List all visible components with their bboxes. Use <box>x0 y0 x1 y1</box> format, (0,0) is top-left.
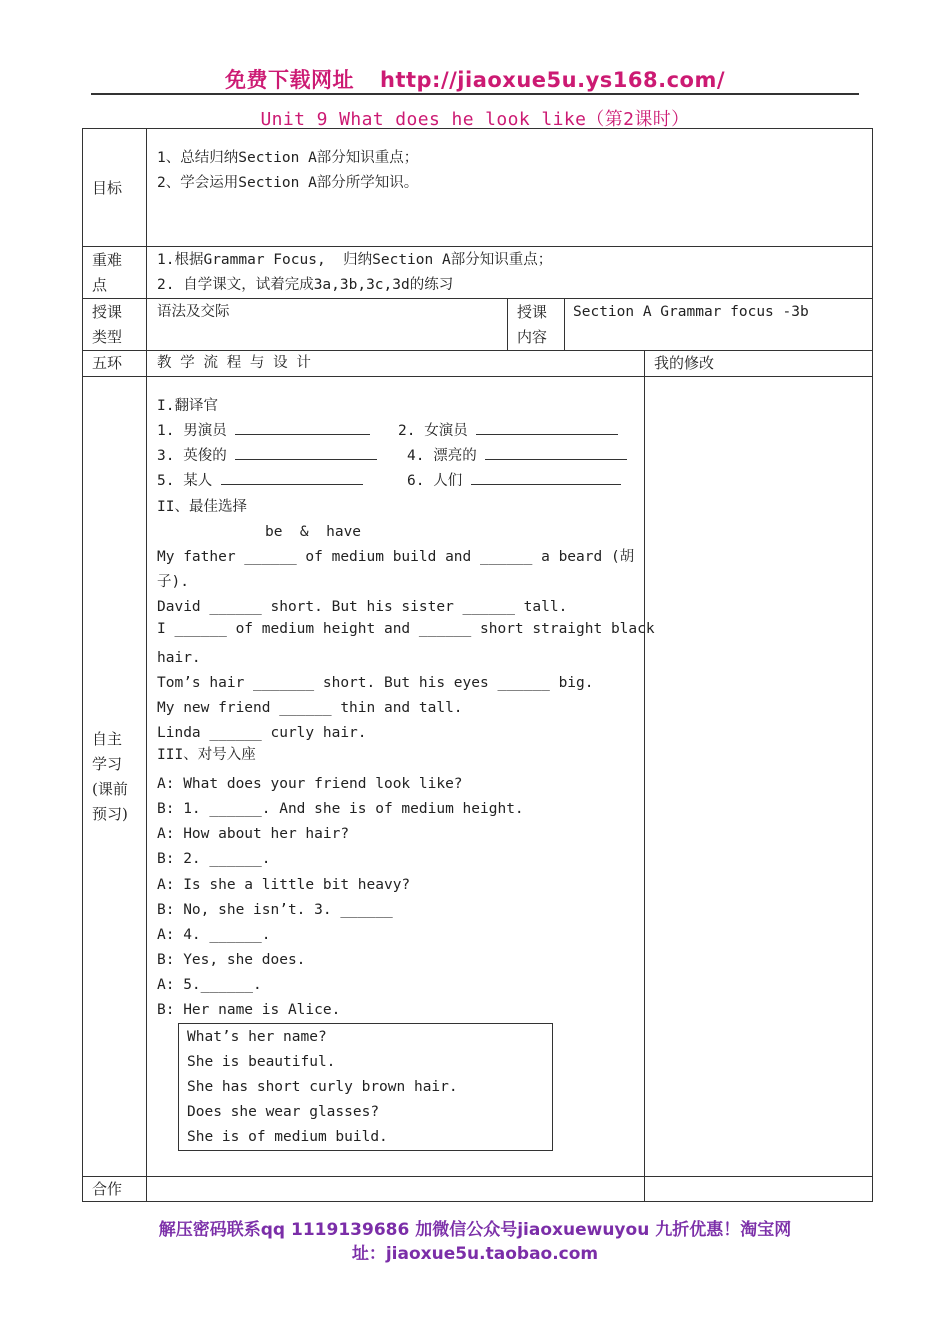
col-divider-content-a <box>507 298 508 350</box>
key-line-1: 1.根据Grammar Focus, 归纳Section A部分知识重点； <box>157 252 553 268</box>
site-label: 免费下载网址 <box>225 68 354 92</box>
choice-line: Linda ______ curly hair. <box>157 725 367 741</box>
row-divider-4 <box>82 376 872 377</box>
choice-line: David ______ short. But his sister ______ tall. <box>157 599 568 615</box>
col-divider-label <box>146 128 147 1201</box>
modify-label: 我的修改 <box>654 354 715 372</box>
answer-blank[interactable] <box>235 445 377 460</box>
vocab-item-2 <box>398 419 618 444</box>
vocab-item-1 <box>157 419 370 444</box>
vocab-item-5 <box>157 469 363 494</box>
dialog-line: B: 2. ______. <box>157 851 271 867</box>
dialog-line: A: 4. ______. <box>157 927 271 943</box>
vocab-item-3 <box>157 444 377 469</box>
footer-line-2[interactable]: 址：jiaoxue5u.taobao.com <box>351 1244 599 1264</box>
answer-blank[interactable] <box>476 420 618 435</box>
option-item: She has short curly brown hair. <box>187 1079 458 1095</box>
flow-label: 教 学 流 程 与 设 计 <box>157 355 311 371</box>
type-label-1: 授课 <box>92 303 123 321</box>
header-divider <box>91 93 859 95</box>
footer-line-1: 解压密码联系qq 1119139686 加微信公众号jiaoxuewuyou 九折优惠！淘宝网 <box>158 1220 792 1240</box>
type-label-2: 类型 <box>92 328 123 346</box>
answer-blank[interactable] <box>235 420 370 435</box>
vocab-label: 3. 英俊的 <box>157 448 227 464</box>
goal-line-2: 2、学会运用Section A部分所学知识。 <box>157 175 419 191</box>
option-item: She is beautiful. <box>187 1054 336 1070</box>
answer-blank[interactable] <box>221 470 363 485</box>
type-value: 语法及交际 <box>157 304 230 320</box>
dialog-line: B: 1. ______. And she is of medium height. <box>157 801 524 817</box>
vocab-label: 2. 女演员 <box>398 423 468 439</box>
lesson-title: Unit 9 What does he look like（第2课时） <box>260 109 690 130</box>
choice-line: I ______ of medium height and ______ short straight black <box>157 621 655 637</box>
site-url-link[interactable]: http://jiaoxue5u.ys168.com/ <box>380 68 725 92</box>
dialog-line: B: Her name is Alice. <box>157 1002 341 1018</box>
row-divider-2 <box>82 298 872 299</box>
content-label-1: 授课 <box>517 303 548 321</box>
section-2-title: II、最佳选择 <box>157 499 247 515</box>
choice-line: hair. <box>157 650 201 666</box>
coop-label: 合作 <box>92 1180 123 1198</box>
section-3-title: III、对号入座 <box>157 747 256 763</box>
dialog-line: A: What does your friend look like? <box>157 776 463 792</box>
vocab-item-6 <box>407 469 621 494</box>
section-1-title: I.翻译官 <box>157 398 218 414</box>
goal-line-1: 1、总结归纳Section A部分知识重点； <box>157 150 419 166</box>
vocab-label: 6. 人们 <box>407 473 463 489</box>
col-divider-content-b <box>564 298 565 350</box>
answer-blank[interactable] <box>471 470 621 485</box>
download-header <box>0 64 950 94</box>
key-label-2: 点 <box>92 276 108 294</box>
choice-line: Tom’s hair _______ short. But his eyes ______ big. <box>157 675 594 691</box>
vocab-item-4 <box>407 444 627 469</box>
content-label-2: 内容 <box>517 328 548 346</box>
five-label: 五环 <box>92 354 123 372</box>
choice-line: 子). <box>157 574 189 590</box>
content-value: Section A Grammar focus -3b <box>573 304 809 320</box>
key-label-1: 重难 <box>92 251 123 269</box>
key-line-2: 2. 自学课文，试着完成3a,3b,3c,3d的练习 <box>157 277 454 293</box>
self-label-2: 学习 <box>92 755 123 773</box>
vocab-label: 1. 男演员 <box>157 423 227 439</box>
col-divider-modify <box>644 350 645 1201</box>
row-divider-1 <box>82 246 872 247</box>
dialog-line: B: Yes, she does. <box>157 952 306 968</box>
self-label-3: (课前 <box>92 780 128 798</box>
option-item: What’s her name? <box>187 1029 327 1045</box>
section-2-hint: be & have <box>265 524 362 540</box>
answer-blank[interactable] <box>485 445 627 460</box>
option-item: Does she wear glasses? <box>187 1104 380 1120</box>
self-label-4: 预习) <box>92 805 128 823</box>
self-label-1: 自主 <box>92 730 123 748</box>
vocab-label: 4. 漂亮的 <box>407 448 477 464</box>
choice-line: My new friend ______ thin and tall. <box>157 700 463 716</box>
row-divider-5 <box>82 1176 872 1177</box>
dialog-line: A: How about her hair? <box>157 826 350 842</box>
dialog-line: A: Is she a little bit heavy? <box>157 877 411 893</box>
goal-label: 目标 <box>92 179 123 197</box>
dialog-line: B: No, she isn’t. 3. ______ <box>157 902 393 918</box>
option-item: She is of medium build. <box>187 1129 388 1145</box>
choice-line: My father ______ of medium build and ______ a beard (胡 <box>157 549 635 565</box>
dialog-line: A: 5.______. <box>157 977 262 993</box>
vocab-label: 5. 某人 <box>157 473 213 489</box>
